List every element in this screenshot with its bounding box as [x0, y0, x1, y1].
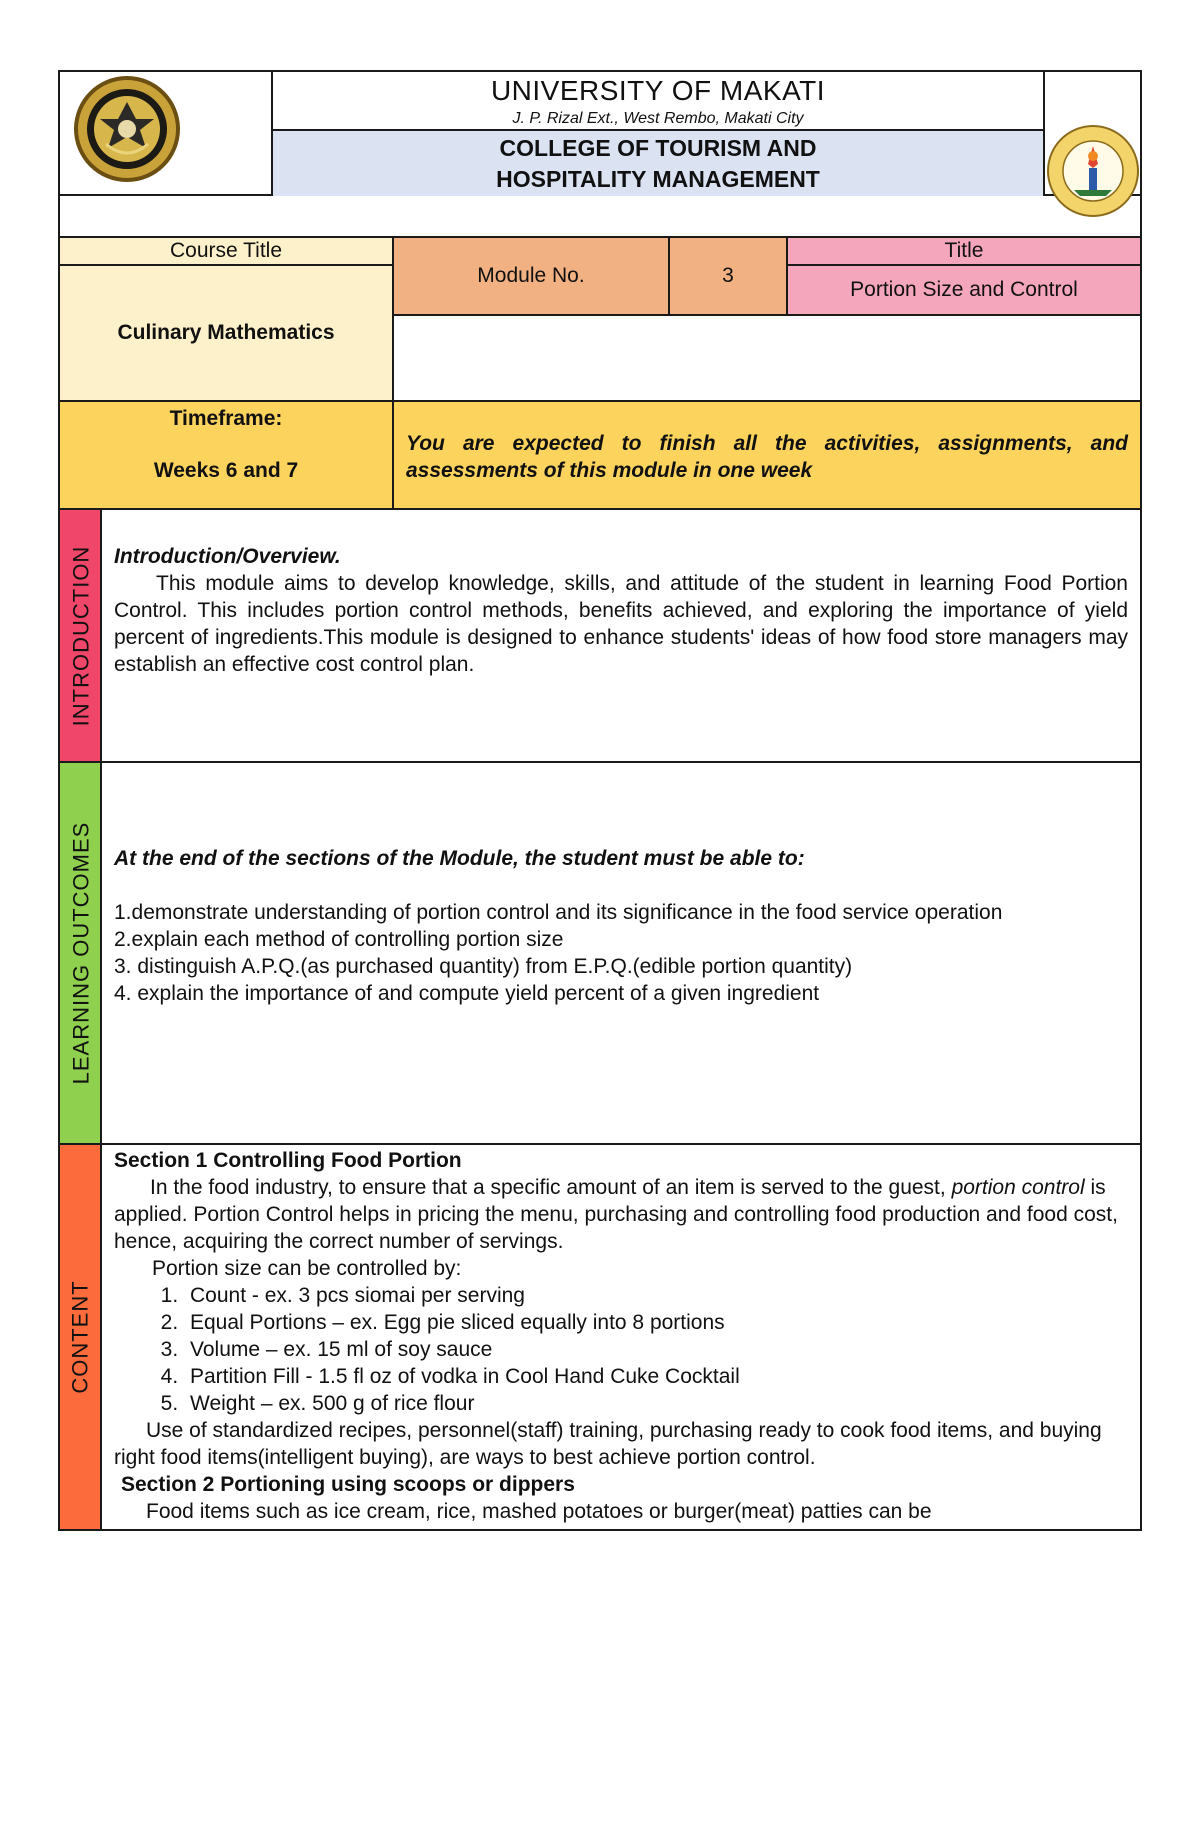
introduction-side-label-wrap	[60, 510, 102, 761]
methods-list	[114, 1282, 1128, 1417]
method-item: 3. Volume – ex. 15 ml of soy sauce	[184, 1336, 1128, 1363]
outcome-item: 4. explain the importance of and compute yield percent of a given ingredient	[114, 982, 820, 1005]
introduction-text	[114, 543, 1128, 678]
section1-p1-text-b: is applied. Portion Control helps in pricing the menu, purchasing and controlling food production and food cost, hence, acquiring the correct number of servings.	[114, 1176, 1118, 1253]
outcome-item: 3. distinguish A.P.Q.(as purchased quantity) from E.P.Q.(edible portion quantity)	[114, 955, 853, 978]
outcome-item: 1.demonstrate understanding of portion control and its significance in the food service operation	[114, 901, 1003, 924]
section2-title: Section 2 Portioning using scoops or dippers	[121, 1473, 575, 1496]
content-text	[114, 1147, 1128, 1525]
outcome-item: 2.explain each method of controlling portion size	[114, 928, 564, 951]
learning-outcomes-text	[114, 845, 1128, 1007]
content-side-label-wrap	[60, 1145, 102, 1529]
learning-outcomes-side-label-wrap	[60, 763, 102, 1143]
section2-paragraph-1: Food items such as ice cream, rice, mashed potatoes or burger(meat) patties can be	[146, 1500, 932, 1523]
university-name: UNIVERSITY OF MAKATI	[490, 75, 826, 106]
module-no-value: 3	[668, 236, 788, 316]
section1-paragraph-2: Use of standardized recipes, personnel(staff) training, purchasing ready to cook food items, and buying right food items(intelligent buying), are ways to best achieve portion control.	[114, 1419, 1102, 1469]
introduction-side-label: INTRODUCTION	[68, 545, 93, 726]
introduction-heading: Introduction/Overview.	[114, 545, 341, 568]
college-name: COLLEGE OF TOURISM AND HOSPITALITY MANAGEMENT	[273, 131, 1043, 196]
method-item: 2. Equal Portions – ex. Egg pie sliced equally into 8 portions	[184, 1309, 1128, 1336]
title-label: Title	[786, 236, 1142, 266]
module-no-label: Module No.	[392, 236, 670, 316]
learning-outcomes-side-label: LEARNING OUTCOMES	[68, 821, 94, 1085]
university-seal-left	[72, 74, 182, 184]
section1-p1-text-a: In the food industry, to ensure that a specific amount of an item is served to the guest,	[150, 1176, 952, 1199]
method-item: 5. Weight – ex. 500 g of rice flour	[184, 1390, 1128, 1417]
section1-p1-emphasis: portion control	[951, 1176, 1085, 1199]
university-address: J. P. Rizal Ext., West Rembo, Makati City	[512, 110, 804, 127]
method-item: 1. Count - ex. 3 pcs siomai per serving	[184, 1282, 1128, 1309]
course-title-value: Culinary Mathematics	[58, 264, 394, 402]
content-side-label: CONTENT	[68, 1280, 94, 1394]
introduction-body: This module aims to develop knowledge, skills, and attitude of the student in learning Food Portion Control. This includes portion control methods, benefits achieved, and exploring the importance of yield percent of ingredients.This module is designed to enhance students' ideas of how food store managers may establish an effective cost control plan.	[114, 572, 1128, 676]
header-spacer-row	[58, 194, 1142, 238]
course-blank-cell	[392, 314, 1142, 402]
timeframe-label: Timeframe:	[169, 407, 283, 430]
methods-lead: Portion size can be controlled by:	[152, 1257, 462, 1280]
course-title-label: Course Title	[58, 236, 394, 266]
section1-title: Section 1 Controlling Food Portion	[114, 1149, 462, 1172]
method-item: 4. Partition Fill - 1.5 fl oz of vodka in Cool Hand Cuke Cocktail	[184, 1363, 1128, 1390]
timeframe-value: Weeks 6 and 7	[153, 459, 299, 482]
section1-paragraph-1	[114, 1174, 1128, 1255]
title-value: Portion Size and Control	[786, 264, 1142, 316]
timeframe-note: You are expected to finish all the activities, assignments, and assessments of this module in one week	[406, 432, 1128, 482]
learning-outcomes-lead: At the end of the sections of the Module, the student must be able to:	[114, 847, 805, 870]
